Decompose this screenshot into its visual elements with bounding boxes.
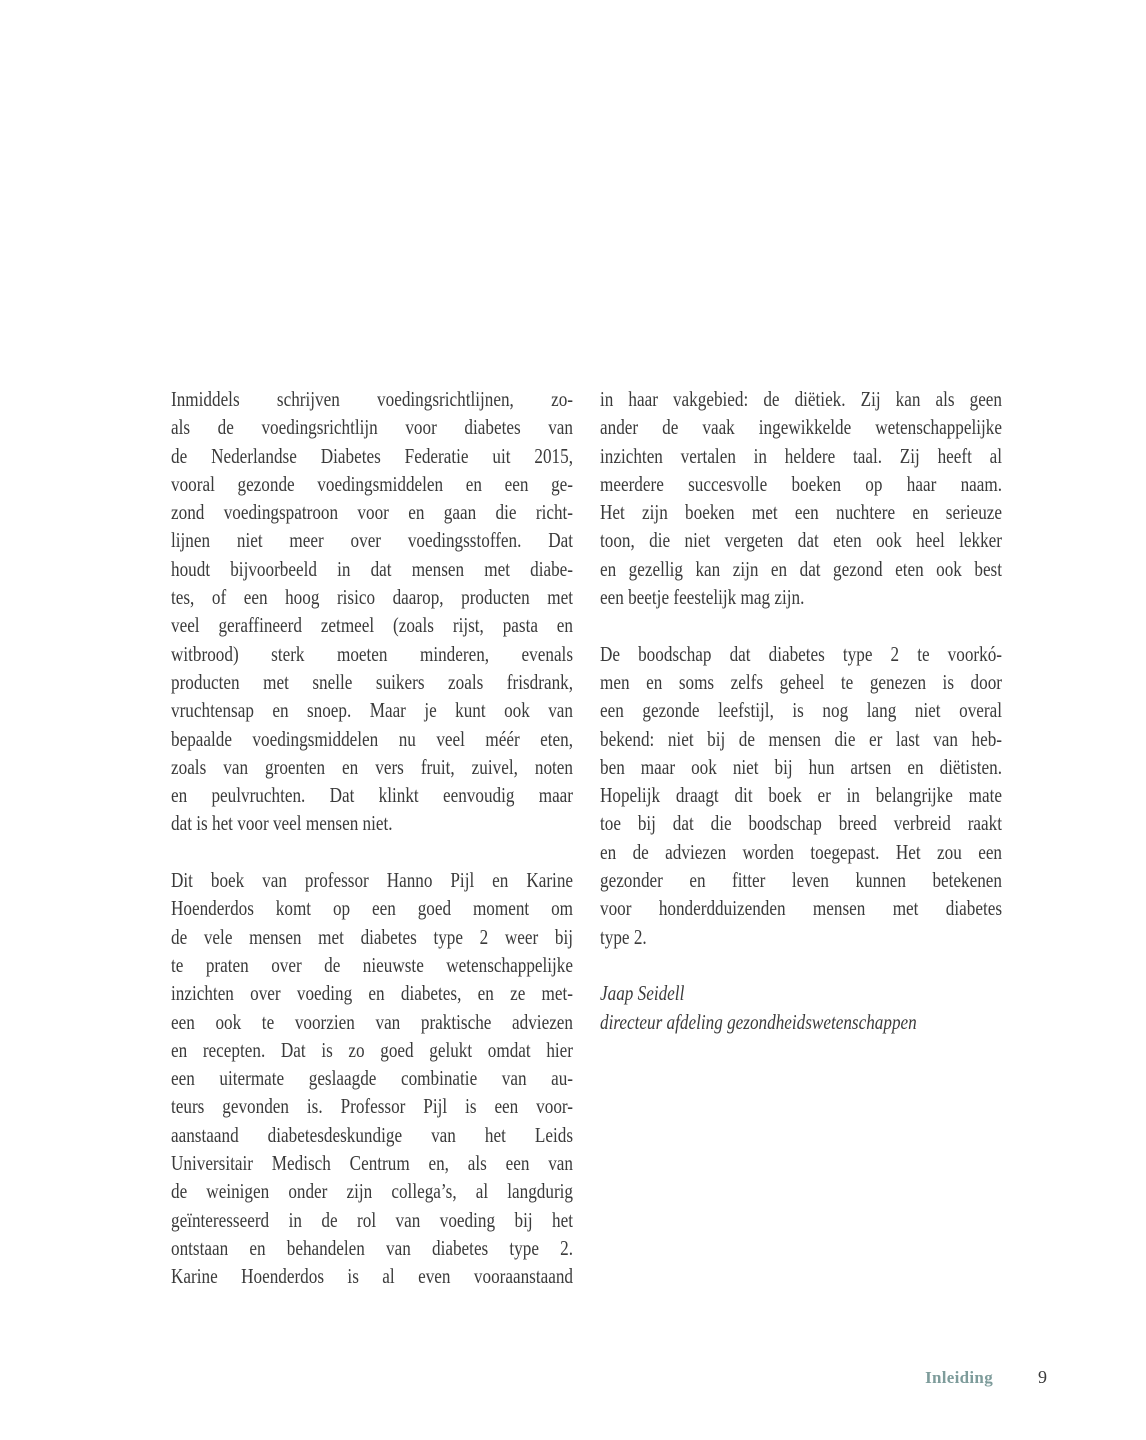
text-line: tes, of een hoog risico daarop, producten met [171,585,574,610]
text-line: lijnen niet meer over voedingsstoffen. Dat [171,528,574,553]
chapter-label: Inleiding [925,1368,993,1387]
text-line: witbrood) sterk moeten minderen, evenals [171,641,574,666]
paragraph [171,385,573,838]
text-line: als de voedingsrichtlijn voor diabetes van [171,415,574,440]
text-line: en peulvruchten. Dat klinkt eenvoudig maar [171,783,574,808]
text-line: toon, die niet vergeten dat eten ook heel lekker [600,528,1003,553]
text-line: voor honderdduizenden mensen met diabetes [600,896,1003,921]
right-column [600,385,1002,1036]
text-line: Dit boek van professor Hanno Pijl en Karine [171,868,574,893]
text-line: aanstaand diabetesdeskundige van het Leids [171,1122,574,1147]
text-line: ontstaan en behandelen van diabetes type 2. [171,1235,574,1260]
text-line: vooral gezonde voedingsmiddelen en een ge- [171,471,574,496]
text-line: Hoenderdos komt op een goed moment om [171,896,574,921]
left-column [171,385,573,1291]
text-line: zond voedingspatroon voor en gaan die richt- [171,500,574,525]
text-line: inzichten vertalen in heldere taal. Zij heeft al [600,443,1003,468]
text-line: de weinigen onder zijn collega’s, al langdurig [171,1179,574,1204]
text-line: vruchtensap en snoep. Maar je kunt ook van [171,698,574,723]
text-line: in haar vakgebied: de diëtiek. Zij kan als geen [600,387,1003,411]
text-line: Jaap Seidell [600,981,685,1006]
text-line: type 2. [600,924,647,949]
text-line: dat is het voor veel mensen niet. [171,811,393,836]
text-line: Inmiddels schrijven voedingsrichtlijnen, zo- [171,387,574,411]
text-line: de Nederlandse Diabetes Federatie uit 2015, [171,443,574,468]
paragraph [600,640,1002,951]
paragraph [171,866,573,1290]
text-line: teurs gevonden is. Professor Pijl is een voor- [171,1094,574,1119]
text-line: en recepten. Dat is zo goed gelukt omdat hier [171,1037,574,1062]
text-line: een gezonde leefstijl, is nog lang niet overal [600,698,1003,723]
text-line: bekend: niet bij de mensen die er last van heb- [600,726,1003,751]
text-line: Universitair Medisch Centrum en, als een van [171,1151,574,1176]
text-line: veel geraffineerd zetmeel (zoals rijst, pasta en [171,613,574,638]
author-signature [600,979,1002,1036]
text-line: te praten over de nieuwste wetenschappelijke [171,952,574,977]
text-line: ander de vaak ingewikkelde wetenschappelijke [600,415,1003,440]
text-line: de vele mensen met diabetes type 2 weer bij [171,924,574,949]
text-line: De boodschap dat diabetes type 2 te voorkó- [600,641,1003,666]
text-line: ben maar ook niet bij hun artsen en diëtisten. [600,754,1003,779]
text-line: toe bij dat die boodschap breed verbreid raakt [600,811,1003,836]
text-line: Hopelijk draagt dit boek er in belangrijke mate [600,783,1003,808]
text-line: meerdere succesvolle boeken op haar naam. [600,471,1003,496]
text-line: een ook te voorzien van praktische adviezen [171,1009,574,1034]
text-line: houdt bijvoorbeeld in dat mensen met diabe- [171,556,574,581]
page-footer [925,1367,1047,1388]
text-line: Het zijn boeken met een nuchtere en serieuze [600,500,1003,525]
text-line: men en soms zelfs geheel te genezen is door [600,669,1003,694]
text-line: inzichten over voeding en diabetes, en ze met- [171,981,574,1006]
text-line: een beetje feestelijk mag zijn. [600,585,805,610]
text-line: bepaalde voedingsmiddelen nu veel méér eten, [171,726,574,751]
text-line: producten met snelle suikers zoals frisdrank, [171,669,574,694]
text-line: Karine Hoenderdos is al even vooraanstaand [171,1264,574,1289]
text-line: zoals van groenten en vers fruit, zuivel, noten [171,754,574,779]
paragraph [600,385,1002,611]
text-line: gezonder en fitter leven kunnen betekenen [600,868,1003,893]
text-line: en de adviezen worden toegepast. Het zou een [600,839,1003,864]
text-line: een uitermate geslaagde combinatie van au- [171,1066,574,1091]
text-line: en gezellig kan zijn en dat gezond eten ook best [600,556,1003,581]
page-number: 9 [1038,1367,1047,1387]
text-line: directeur afdeling gezondheidswetenschappen [600,1009,917,1034]
text-line: geïnteresseerd in de rol van voeding bij het [171,1207,574,1232]
